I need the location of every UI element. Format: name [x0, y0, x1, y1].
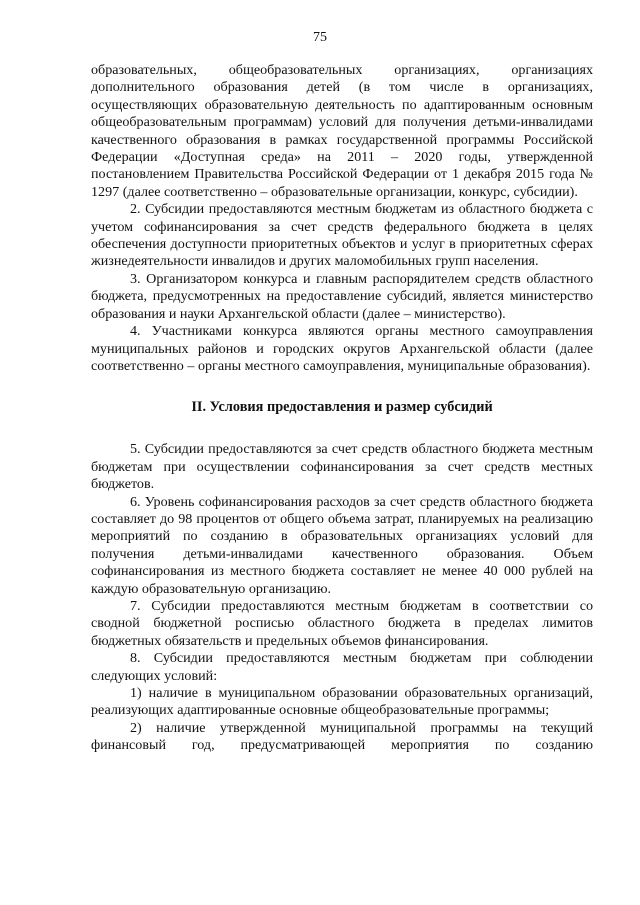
paragraph-8-item-2: 2) наличие утвержденной муниципальной программы на текущий финансовый год, предусматривающей мероприятия по созданию — [91, 719, 593, 754]
paragraph-intro-continuation: образовательных, общеобразовательных организациях, организациях дополнительного образования детей (в том числе в организациях, осуществляющих образовательную деятельность по адаптированным основным общеобразовательным программам) условий для получения детьми-инвалидами качественного образования в рамках государственной программы Российской Федерации «Доступная среда» на 2011 – 2020 годы, утвержденной постановлением Правительства Российской Федерации от 1 декабря 2015 года № 1297 (далее соответственно – образовательные организации, конкурс, субсидии). — [91, 62, 593, 200]
paragraph-3: 3. Организатором конкурса и главным распорядителем средств областного бюджета, предусмотренных на предоставление субсидий, является министерство образования и науки Архангельской области (далее – министерство). — [91, 270, 593, 322]
paragraph-8: 8. Субсидии предоставляются местным бюджетам при соблюдении следующих условий: — [91, 650, 593, 684]
page-number: 75 — [313, 30, 327, 45]
document-body — [91, 62, 593, 755]
paragraph-4: 4. Участниками конкурса являются органы местного самоуправления муниципальных районов и городских округов Архангельской области (далее соответственно – органы местного самоуправления, муниципальные образования). — [91, 323, 593, 374]
paragraph-8-item-1: 1) наличие в муниципальном образовании образовательных организаций, реализующих адаптированные основные общеобразовательные программы; — [91, 685, 593, 719]
paragraph-2: 2. Субсидии предоставляются местным бюджетам из областного бюджета с учетом софинансирования за счет средств федерального бюджета в целях обеспечения доступности приоритетных объектов и услуг в приоритетных сферах жизнедеятельности инвалидов и других маломобильных групп населения. — [91, 201, 593, 270]
paragraph-6: 6. Уровень софинансирования расходов за счет средств областного бюджета составляет до 98 процентов от общего объема затрат, планируемых на реализацию мероприятий по созданию в образовательных организациях условий для получения детьми-инвалидами качественного образования. Объем софинансирования из местного бюджета составляет не менее 40 000 рублей на каждую образовательную организацию. — [91, 493, 593, 597]
section-heading: II. Условия предоставления и размер субсидий — [191, 399, 493, 416]
paragraph-5: 5. Субсидии предоставляются за счет средств областного бюджета местным бюджетам при осуществлении софинансирования за счет средств местных бюджетов. — [91, 441, 593, 493]
paragraph-7: 7. Субсидии предоставляются местным бюджетам в соответствии со сводной бюджетной росписью областного бюджета в пределах лимитов бюджетных обязательств и предельных объемов финансирования. — [91, 597, 593, 649]
